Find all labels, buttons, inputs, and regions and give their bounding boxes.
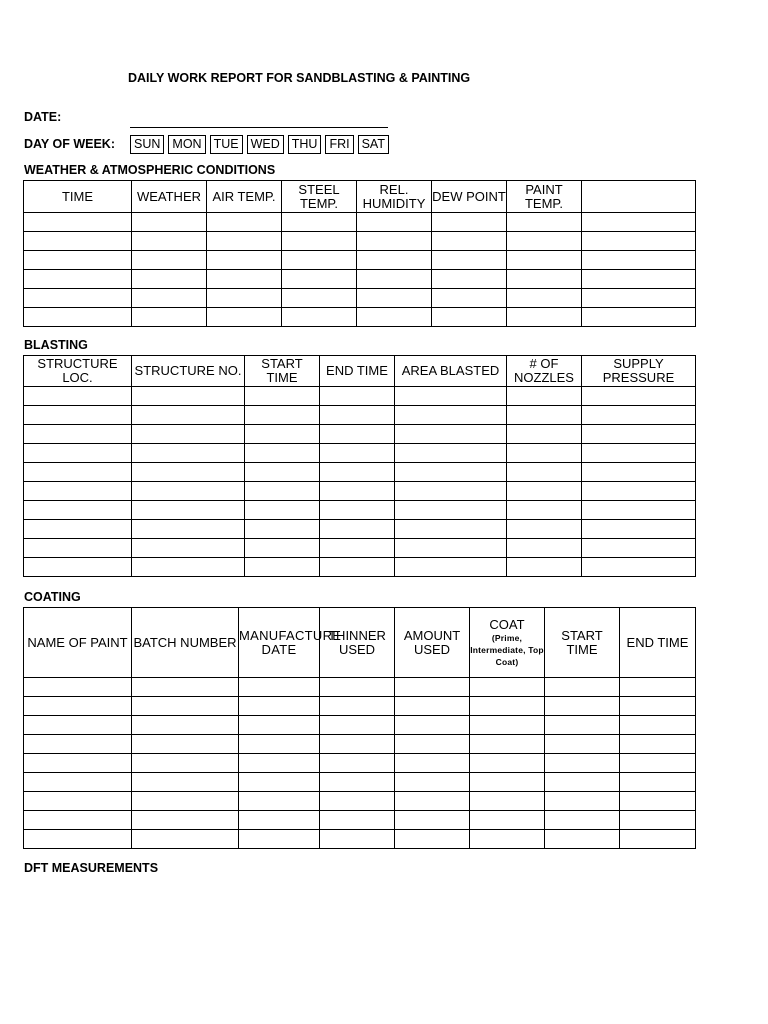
table-row — [24, 773, 696, 792]
table-cell[interactable] — [320, 406, 395, 425]
table-cell[interactable] — [470, 697, 545, 716]
table-cell[interactable] — [239, 678, 320, 697]
page-title: DAILY WORK REPORT FOR SANDBLASTING & PAINTING — [128, 71, 471, 85]
table-cell[interactable] — [245, 558, 320, 577]
table-cell[interactable] — [239, 792, 320, 811]
table-cell[interactable] — [282, 289, 357, 308]
table-cell[interactable] — [432, 270, 507, 289]
table-cell[interactable] — [320, 811, 395, 830]
table-cell[interactable] — [432, 251, 507, 270]
table-cell[interactable] — [357, 251, 432, 270]
table-cell[interactable] — [395, 463, 507, 482]
table-cell[interactable] — [132, 539, 245, 558]
table-cell[interactable] — [395, 406, 507, 425]
table-cell[interactable] — [24, 501, 132, 520]
blasting-table — [23, 355, 696, 577]
table-cell[interactable] — [507, 444, 582, 463]
table-cell[interactable] — [320, 520, 395, 539]
table-cell[interactable] — [320, 425, 395, 444]
table-cell[interactable] — [620, 678, 696, 697]
table-cell[interactable] — [320, 735, 395, 754]
table-cell[interactable] — [239, 830, 320, 849]
table-cell[interactable] — [132, 444, 245, 463]
table-row — [24, 754, 696, 773]
table-cell[interactable] — [24, 539, 132, 558]
col-steel-temp: STEEL TEMP. — [282, 181, 357, 213]
table-cell[interactable] — [507, 308, 582, 327]
table-row — [24, 830, 696, 849]
col-supply-pressure: SUPPLY PRESSURE — [582, 356, 696, 387]
table-row — [24, 716, 696, 735]
table-cell[interactable] — [507, 251, 582, 270]
table-cell[interactable] — [545, 678, 620, 697]
table-cell[interactable] — [582, 232, 696, 251]
table-cell[interactable] — [395, 735, 470, 754]
table-cell[interactable] — [239, 716, 320, 735]
blasting-header-row — [24, 356, 696, 387]
table-cell[interactable] — [320, 716, 395, 735]
table-cell[interactable] — [132, 308, 207, 327]
table-cell[interactable] — [239, 697, 320, 716]
table-row — [24, 270, 696, 289]
table-cell[interactable] — [245, 539, 320, 558]
table-cell[interactable] — [470, 773, 545, 792]
day-box-thu[interactable]: THU — [288, 135, 322, 154]
day-box-wed[interactable]: WED — [247, 135, 284, 154]
col-end-time: END TIME — [320, 356, 395, 387]
table-cell[interactable] — [24, 792, 132, 811]
table-cell[interactable] — [282, 232, 357, 251]
day-box-sun[interactable]: SUN — [130, 135, 164, 154]
table-cell[interactable] — [320, 678, 395, 697]
table-cell[interactable] — [320, 558, 395, 577]
table-cell[interactable] — [24, 251, 132, 270]
table-row — [24, 697, 696, 716]
table-row — [24, 482, 696, 501]
table-row — [24, 425, 696, 444]
table-cell[interactable] — [395, 520, 507, 539]
col-air-temp: AIR TEMP. — [207, 181, 282, 213]
table-cell[interactable] — [620, 773, 696, 792]
col-start-time: START TIME — [545, 608, 620, 678]
table-cell[interactable] — [395, 558, 507, 577]
table-cell[interactable] — [545, 792, 620, 811]
table-row — [24, 406, 696, 425]
table-cell[interactable] — [207, 213, 282, 232]
table-cell[interactable] — [245, 520, 320, 539]
table-cell[interactable] — [132, 289, 207, 308]
table-cell[interactable] — [507, 425, 582, 444]
table-row — [24, 792, 696, 811]
table-cell[interactable] — [395, 425, 507, 444]
table-cell[interactable] — [582, 425, 696, 444]
table-cell[interactable] — [245, 406, 320, 425]
table-cell[interactable] — [207, 251, 282, 270]
col-structure-no: STRUCTURE NO. — [132, 356, 245, 387]
table-cell[interactable] — [132, 558, 245, 577]
table-cell[interactable] — [132, 270, 207, 289]
col-end-time: END TIME — [620, 608, 696, 678]
table-cell[interactable] — [132, 387, 245, 406]
table-cell[interactable] — [395, 811, 470, 830]
table-cell[interactable] — [24, 520, 132, 539]
table-cell[interactable] — [132, 735, 239, 754]
table-cell[interactable] — [132, 501, 245, 520]
table-cell[interactable] — [282, 308, 357, 327]
table-cell[interactable] — [432, 232, 507, 251]
table-cell[interactable] — [282, 251, 357, 270]
date-field-line[interactable] — [130, 127, 388, 128]
table-cell[interactable] — [395, 501, 507, 520]
table-cell[interactable] — [245, 425, 320, 444]
table-cell[interactable] — [320, 754, 395, 773]
table-cell[interactable] — [545, 754, 620, 773]
table-cell[interactable] — [470, 792, 545, 811]
table-cell[interactable] — [582, 289, 696, 308]
table-cell[interactable] — [545, 811, 620, 830]
table-row — [24, 558, 696, 577]
table-row — [24, 463, 696, 482]
table-cell[interactable] — [320, 482, 395, 501]
col-dew-point: DEW POINT — [432, 181, 507, 213]
table-row — [24, 678, 696, 697]
table-cell[interactable] — [245, 387, 320, 406]
table-cell[interactable] — [24, 754, 132, 773]
table-cell[interactable] — [24, 213, 132, 232]
table-cell[interactable] — [432, 213, 507, 232]
col-rel-humidity: REL. HUMIDITY — [357, 181, 432, 213]
weather-header-row — [24, 181, 696, 213]
table-cell[interactable] — [132, 406, 245, 425]
table-cell[interactable] — [545, 716, 620, 735]
col-area-blasted: AREA BLASTED — [395, 356, 507, 387]
col-time: TIME — [24, 181, 132, 213]
table-cell[interactable] — [245, 482, 320, 501]
col-amount-used: AMOUNT USED — [395, 608, 470, 678]
table-cell[interactable] — [507, 501, 582, 520]
table-cell[interactable] — [395, 792, 470, 811]
day-box-mon[interactable]: MON — [168, 135, 205, 154]
weather-heading: WEATHER & ATMOSPHERIC CONDITIONS — [24, 163, 276, 177]
table-cell[interactable] — [24, 270, 132, 289]
col-coat — [470, 608, 545, 678]
table-cell[interactable] — [582, 558, 696, 577]
table-cell[interactable] — [507, 232, 582, 251]
table-cell[interactable] — [395, 539, 507, 558]
table-cell[interactable] — [245, 463, 320, 482]
table-cell[interactable] — [132, 482, 245, 501]
table-cell[interactable] — [320, 387, 395, 406]
table-row — [24, 444, 696, 463]
table-cell[interactable] — [320, 501, 395, 520]
table-cell[interactable] — [132, 773, 239, 792]
blasting-heading: BLASTING — [24, 338, 88, 352]
table-cell[interactable] — [282, 270, 357, 289]
table-cell[interactable] — [132, 754, 239, 773]
coating-table — [23, 607, 696, 849]
table-cell[interactable] — [357, 213, 432, 232]
table-cell[interactable] — [24, 697, 132, 716]
day-of-week-label: DAY OF WEEK: — [24, 137, 115, 151]
day-box-fri[interactable]: FRI — [325, 135, 353, 154]
table-cell[interactable] — [24, 387, 132, 406]
table-cell[interactable] — [582, 501, 696, 520]
table-cell[interactable] — [507, 463, 582, 482]
table-cell[interactable] — [239, 811, 320, 830]
table-cell[interactable] — [470, 811, 545, 830]
table-cell[interactable] — [132, 811, 239, 830]
table-cell[interactable] — [470, 678, 545, 697]
table-cell[interactable] — [507, 520, 582, 539]
col-thinner-used: THINNER USED — [320, 608, 395, 678]
table-cell[interactable] — [24, 425, 132, 444]
table-cell[interactable] — [395, 716, 470, 735]
table-cell[interactable] — [132, 678, 239, 697]
table-cell[interactable] — [395, 678, 470, 697]
table-cell[interactable] — [395, 387, 507, 406]
table-cell[interactable] — [582, 213, 696, 232]
table-cell[interactable] — [320, 792, 395, 811]
table-row — [24, 501, 696, 520]
table-cell[interactable] — [320, 697, 395, 716]
table-cell[interactable] — [132, 697, 239, 716]
table-cell[interactable] — [395, 754, 470, 773]
table-row — [24, 735, 696, 754]
table-cell[interactable] — [432, 308, 507, 327]
col-start-time: START TIME — [245, 356, 320, 387]
table-cell[interactable] — [239, 773, 320, 792]
table-cell[interactable] — [24, 830, 132, 849]
table-cell[interactable] — [620, 792, 696, 811]
table-cell[interactable] — [24, 308, 132, 327]
table-cell[interactable] — [507, 270, 582, 289]
table-cell[interactable] — [582, 463, 696, 482]
table-row — [24, 308, 696, 327]
table-cell[interactable] — [132, 425, 245, 444]
table-cell[interactable] — [132, 716, 239, 735]
table-cell[interactable] — [582, 270, 696, 289]
table-cell[interactable] — [395, 830, 470, 849]
table-cell[interactable] — [582, 251, 696, 270]
table-cell[interactable] — [620, 716, 696, 735]
table-cell[interactable] — [132, 213, 207, 232]
day-box-tue[interactable]: TUE — [210, 135, 243, 154]
table-cell[interactable] — [507, 558, 582, 577]
table-cell[interactable] — [507, 289, 582, 308]
col-name-of-paint: NAME OF PAINT — [24, 608, 132, 678]
table-cell[interactable] — [507, 213, 582, 232]
coat-label: COAT — [489, 616, 525, 632]
col-nozzles: # OF NOZZLES — [507, 356, 582, 387]
table-cell[interactable] — [432, 289, 507, 308]
table-cell[interactable] — [132, 830, 239, 849]
table-row — [24, 539, 696, 558]
table-cell[interactable] — [395, 773, 470, 792]
table-cell[interactable] — [207, 308, 282, 327]
table-cell[interactable] — [24, 716, 132, 735]
col-paint-temp: PAINT TEMP. — [507, 181, 582, 213]
table-cell[interactable] — [132, 463, 245, 482]
table-cell[interactable] — [620, 754, 696, 773]
table-cell[interactable] — [620, 735, 696, 754]
table-cell[interactable] — [545, 697, 620, 716]
table-row — [24, 289, 696, 308]
table-cell[interactable] — [24, 773, 132, 792]
table-row — [24, 232, 696, 251]
coat-note: (Prime, Intermediate, Top Coat) — [470, 632, 544, 667]
table-cell[interactable] — [582, 520, 696, 539]
table-cell[interactable] — [395, 444, 507, 463]
table-cell[interactable] — [24, 406, 132, 425]
table-cell[interactable] — [245, 501, 320, 520]
table-cell[interactable] — [320, 463, 395, 482]
table-cell[interactable] — [239, 735, 320, 754]
table-cell[interactable] — [320, 773, 395, 792]
table-cell[interactable] — [24, 289, 132, 308]
table-row — [24, 520, 696, 539]
table-cell[interactable] — [470, 735, 545, 754]
table-cell[interactable] — [24, 482, 132, 501]
table-cell[interactable] — [507, 387, 582, 406]
table-cell[interactable] — [582, 482, 696, 501]
table-cell[interactable] — [620, 697, 696, 716]
coating-header-row — [24, 608, 696, 678]
table-cell[interactable] — [24, 558, 132, 577]
date-label: DATE: — [24, 110, 62, 124]
table-cell[interactable] — [620, 811, 696, 830]
table-cell[interactable] — [132, 232, 207, 251]
table-cell[interactable] — [395, 697, 470, 716]
table-cell[interactable] — [582, 387, 696, 406]
table-cell[interactable] — [395, 482, 507, 501]
table-cell[interactable] — [24, 232, 132, 251]
table-cell[interactable] — [357, 289, 432, 308]
dft-heading: DFT MEASUREMENTS — [24, 861, 159, 875]
table-cell[interactable] — [620, 830, 696, 849]
table-cell[interactable] — [470, 754, 545, 773]
table-row — [24, 213, 696, 232]
table-cell[interactable] — [239, 754, 320, 773]
table-cell[interactable] — [320, 830, 395, 849]
table-cell[interactable] — [207, 289, 282, 308]
coating-heading: COATING — [24, 590, 81, 604]
table-cell[interactable] — [470, 716, 545, 735]
table-cell[interactable] — [132, 520, 245, 539]
table-cell[interactable] — [470, 830, 545, 849]
table-cell[interactable] — [582, 539, 696, 558]
table-row — [24, 811, 696, 830]
table-row — [24, 251, 696, 270]
table-cell[interactable] — [320, 539, 395, 558]
table-cell[interactable] — [545, 735, 620, 754]
table-cell[interactable] — [357, 270, 432, 289]
table-cell[interactable] — [24, 678, 132, 697]
table-cell[interactable] — [320, 444, 395, 463]
table-cell[interactable] — [207, 232, 282, 251]
table-cell[interactable] — [24, 444, 132, 463]
col-manufacture-date: MANUFACTURE DATE — [239, 608, 320, 678]
table-cell[interactable] — [24, 811, 132, 830]
table-cell[interactable] — [507, 406, 582, 425]
weather-table — [23, 180, 696, 327]
table-cell[interactable] — [357, 232, 432, 251]
table-cell[interactable] — [245, 444, 320, 463]
table-cell[interactable] — [582, 308, 696, 327]
table-cell[interactable] — [582, 444, 696, 463]
table-cell[interactable] — [282, 213, 357, 232]
table-cell[interactable] — [507, 539, 582, 558]
table-cell[interactable] — [357, 308, 432, 327]
col-batch-number: BATCH NUMBER — [132, 608, 239, 678]
table-cell[interactable] — [207, 270, 282, 289]
table-cell[interactable] — [507, 482, 582, 501]
table-row — [24, 387, 696, 406]
col-structure-loc: STRUCTURE LOC. — [24, 356, 132, 387]
table-cell[interactable] — [132, 792, 239, 811]
table-cell[interactable] — [24, 735, 132, 754]
table-cell[interactable] — [545, 830, 620, 849]
table-cell[interactable] — [132, 251, 207, 270]
col-blank — [582, 181, 696, 213]
col-weather: WEATHER — [132, 181, 207, 213]
table-cell[interactable] — [545, 773, 620, 792]
day-box-sat[interactable]: SAT — [358, 135, 389, 154]
table-cell[interactable] — [24, 463, 132, 482]
day-of-week-boxes — [130, 135, 389, 154]
table-cell[interactable] — [582, 406, 696, 425]
